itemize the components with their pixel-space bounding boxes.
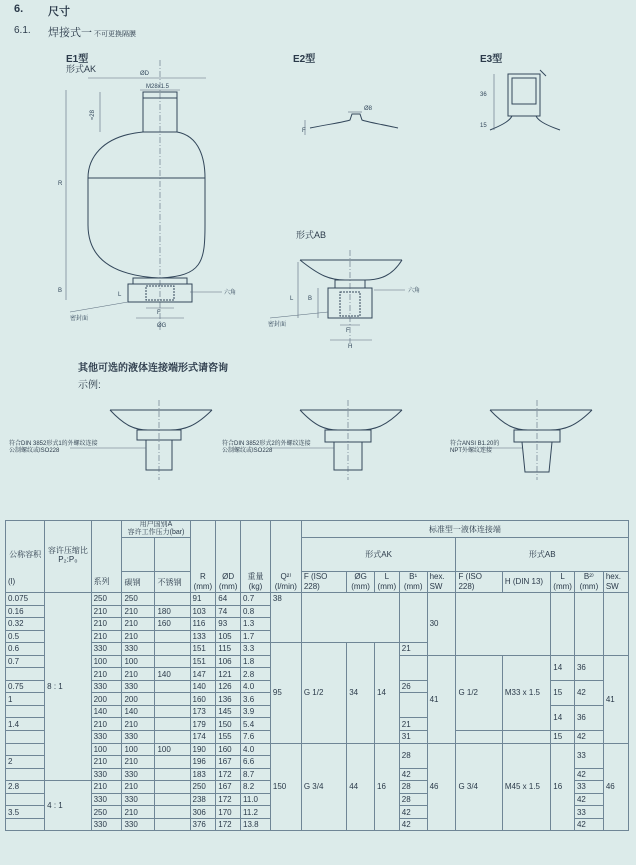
cell-r: 179 (190, 718, 216, 731)
cell-carbon: 210 (122, 605, 155, 618)
cell-weight: 1.3 (241, 618, 271, 631)
cell-series: 100 (91, 655, 122, 668)
cell-stainless (155, 731, 190, 744)
cell-ab-l: 16 (551, 743, 575, 831)
cell-series: 330 (91, 643, 122, 656)
cell-carbon: 330 (122, 818, 155, 831)
cell-volume: 2 (6, 756, 45, 769)
cell-ab-b: 42 (574, 793, 603, 806)
svg-text:15: 15 (480, 123, 487, 129)
cell-od: 93 (216, 618, 241, 631)
cell-ab-h: M33 x 1.5 (502, 655, 550, 730)
svg-text:密封面: 密封面 (70, 316, 89, 322)
cell-ak-b: 26 (399, 680, 427, 693)
cell-od: 155 (216, 731, 241, 744)
cell-ab-b: 33 (574, 743, 603, 768)
cell-r: 133 (190, 630, 216, 643)
cell-od: 170 (216, 806, 241, 819)
cell-weight: 13.8 (241, 818, 271, 831)
svg-text:ØD: ØD (140, 71, 149, 77)
cell-q: 38 (270, 593, 301, 643)
spec-table: 用户国别A 容许工作压力(bar) 标准型一液体连接端 公称容积 容许压缩比 P₂:P₀ 形式AK 形式AB (l) 系列 碳钢 不锈钢 R (mm) ØD (mm) 重量 (kg) Q²⁾ (l/min) F (ISO 228) ØG (mm) L (mm) B¹ (mm) hex. SW F (ISO 228) H (DIN 13) L (mm) B²⁾ (mm) hex. SW 0.075 8 : 1 250 250 91 64 0.7 38 30 0.16 210 210 180 103 74 0.8 0.32 210 210 160 116 93 1.3 0.5 210 210 133 105 1.7 0.6 330 330 151 115 3.3 95 G 1/2 34 14 21 0.7 100 100 151 106 1.8 41 G 1/2 M33 x 1.5 14 36 41 210 210 140 147 121 2.8 0.75 330 330 140 126 4.0 26 15 42 1 200 200 160 136 3.6 140 140 173 145 3.9 14 36 1.4 210 210 179 150 5.4 21 330 330 174 155 7.6 31 15 42 100 100 100 190 160 4.0 150 G 3/4 44 16 28 46 G 3/4 M45 x 1.5 16 33 46 2 210 210 196 167 6.6 330 330 183 172 8.7 42 42 2.8 4 : 1 210 210 250 167 8.2 28 33 330 330 238 172 11.0 28 42 3.5 250 210 306 170 11.2 42 33 330 330 376 172 13.8 42 42 (5, 520, 629, 831)
cell-weight: 3.3 (241, 643, 271, 656)
section-number: 6. (14, 3, 24, 15)
cell-weight: 1.7 (241, 630, 271, 643)
cell-weight: 4.0 (241, 680, 271, 693)
cell-carbon: 210 (122, 781, 155, 794)
subsection-number: 6.1. (14, 25, 31, 36)
cell-weight: 6.6 (241, 756, 271, 769)
cell-volume (6, 705, 45, 718)
other-options-example: 示例: (78, 380, 101, 391)
cell-series: 210 (91, 605, 122, 618)
cell-ab-hex: 46 (603, 743, 628, 831)
cell-carbon: 330 (122, 793, 155, 806)
cell-series: 210 (91, 630, 122, 643)
svg-text:36: 36 (480, 92, 487, 98)
cell-od: 105 (216, 630, 241, 643)
cell-weight: 7.6 (241, 731, 271, 744)
e3-type-label: E3型 (480, 54, 503, 65)
cell-ab-hex (603, 593, 628, 656)
cell-series: 250 (91, 593, 122, 606)
cell-ak-b: 21 (399, 643, 427, 656)
cell-ab-l: 14 (551, 655, 575, 680)
cell-volume (6, 731, 45, 744)
cell-ak-l: 14 (375, 643, 400, 743)
svg-text:ØG: ØG (157, 323, 167, 329)
cell-carbon: 210 (122, 756, 155, 769)
user-note-header: 用户国别A 容许工作压力(bar) (122, 521, 190, 538)
cell-od: 136 (216, 693, 241, 706)
cell-weight: 4.0 (241, 743, 271, 756)
cell-ak-b: 21 (399, 718, 427, 731)
cell-weight: 0.7 (241, 593, 271, 606)
example-2-note: 符合DIN 3852形式2的外螺纹连接 公制螺纹或ISO228 (222, 441, 311, 454)
cell-ab-h: M45 x 1.5 (502, 743, 550, 831)
cell-weight: 2.8 (241, 668, 271, 681)
cell-series: 210 (91, 668, 122, 681)
cell-series: 330 (91, 818, 122, 831)
cell-q: 95 (270, 643, 301, 743)
example-1-note: 符合DIN 3852形式1的外螺纹连接 公制螺纹或ISO228 (9, 441, 98, 454)
cell-stainless (155, 705, 190, 718)
cell-r: 160 (190, 693, 216, 706)
cell-ak-f: G 1/2 (301, 643, 346, 743)
cell-r: 151 (190, 643, 216, 656)
cell-od: 64 (216, 593, 241, 606)
table-row (6, 743, 629, 756)
cell-od: 167 (216, 781, 241, 794)
cell-weight: 3.9 (241, 705, 271, 718)
cell-stainless (155, 630, 190, 643)
cell-volume: 0.7 (6, 655, 45, 668)
cell-volume (6, 743, 45, 756)
cell-volume: 1 (6, 693, 45, 706)
cell-ak-b: 42 (399, 806, 427, 819)
form-ak-header: 形式AK (301, 538, 456, 572)
cell-volume (6, 768, 45, 781)
cell-series: 210 (91, 618, 122, 631)
cell-r: 173 (190, 705, 216, 718)
cell-ab-b (574, 593, 603, 656)
cell-r: 147 (190, 668, 216, 681)
cell-ab-l: 15 (551, 731, 575, 744)
cell-stainless (155, 680, 190, 693)
svg-text:F: F (346, 328, 350, 334)
cell-volume: 0.6 (6, 643, 45, 656)
cell-ak-f: G 3/4 (301, 743, 346, 831)
cell-carbon: 210 (122, 718, 155, 731)
cell-carbon: 330 (122, 768, 155, 781)
cell-od: 115 (216, 643, 241, 656)
other-options-title: 其他可选的液体连接端形式请咨询 (78, 363, 228, 374)
svg-text:M28x1.5: M28x1.5 (146, 84, 170, 90)
cell-series: 140 (91, 705, 122, 718)
cell-stainless (155, 756, 190, 769)
cell-od: 172 (216, 793, 241, 806)
cell-r: 103 (190, 605, 216, 618)
cell-ab-b: 42 (574, 731, 603, 744)
cell-od: 145 (216, 705, 241, 718)
cell-stainless: 140 (155, 668, 190, 681)
cell-volume: 3.5 (6, 806, 45, 819)
cell-weight: 11.0 (241, 793, 271, 806)
cell-volume: 0.16 (6, 605, 45, 618)
cell-stainless (155, 693, 190, 706)
cell-weight: 1.8 (241, 655, 271, 668)
cell-ratio-4: 4 : 1 (45, 781, 91, 831)
cell-carbon: 330 (122, 731, 155, 744)
cell-r: 151 (190, 655, 216, 668)
cell-ak-g: 44 (347, 743, 375, 831)
cell-stainless (155, 781, 190, 794)
cell-stainless (155, 818, 190, 831)
cell-ab-l (551, 593, 575, 656)
cell-r: 116 (190, 618, 216, 631)
svg-text:密封面: 密封面 (268, 322, 287, 328)
cell-stainless (155, 655, 190, 668)
cell-ak-hex: 46 (427, 743, 456, 831)
cell-ak-b: 31 (399, 731, 427, 744)
e1-type-label: E1型 (66, 54, 89, 65)
e1-form-label: 形式AK (66, 64, 97, 74)
cell-stainless: 100 (155, 743, 190, 756)
svg-text:Ø8: Ø8 (364, 106, 373, 112)
cell-r: 196 (190, 756, 216, 769)
cell-carbon: 210 (122, 618, 155, 631)
subsection-title: 焊接式一 不可更换隔膜 (48, 27, 136, 39)
svg-text:B: B (58, 288, 63, 294)
cell-volume (6, 818, 45, 831)
cell-ak-l: 16 (375, 743, 400, 831)
cell-ab-b: 36 (574, 655, 603, 680)
cell-ak-b: 28 (399, 781, 427, 794)
svg-text:≈28: ≈28 (90, 110, 96, 120)
svg-text:B: B (308, 296, 313, 302)
cell-stainless: 160 (155, 618, 190, 631)
cell-weight: 8.7 (241, 768, 271, 781)
cell-series: 200 (91, 693, 122, 706)
cell-ab-b: 42 (574, 818, 603, 831)
svg-text:六角: 六角 (408, 288, 421, 294)
cell-ab-h (502, 731, 550, 744)
cell-ab-b: 33 (574, 781, 603, 794)
cell-od: 160 (216, 743, 241, 756)
cell-ak-b (399, 593, 427, 643)
cell-weight: 3.6 (241, 693, 271, 706)
example-3-note: 符合ANSI B1.20的 NPT外螺纹连接 (450, 441, 500, 454)
cell-r: 306 (190, 806, 216, 819)
svg-text:L: L (290, 296, 294, 302)
svg-text:R: R (58, 181, 63, 187)
cell-series: 210 (91, 781, 122, 794)
std-fluid-header: 标准型一液体连接端 (301, 521, 628, 538)
cell-ab-l: 14 (551, 705, 575, 730)
cell-volume (6, 668, 45, 681)
section-title: 尺寸 (48, 6, 70, 18)
cell-ab-hex: 41 (603, 655, 628, 743)
cell-ab-l: 15 (551, 680, 575, 705)
cell-od: 167 (216, 756, 241, 769)
cell-stainless (155, 593, 190, 606)
cell-carbon: 250 (122, 593, 155, 606)
cell-carbon: 210 (122, 630, 155, 643)
cell-stainless (155, 793, 190, 806)
cell-ab-b: 42 (574, 680, 603, 705)
cell-ak-b (399, 655, 427, 680)
cell-ab-b: 42 (574, 768, 603, 781)
cell-ab-f: G 1/2 (456, 655, 502, 730)
cell-series: 330 (91, 680, 122, 693)
cell-od: 172 (216, 818, 241, 831)
cell-series: 250 (91, 806, 122, 819)
cell-ab-b: 36 (574, 705, 603, 730)
svg-text:L: L (118, 292, 122, 298)
cell-ak-g: 34 (347, 643, 375, 743)
cell-series: 330 (91, 793, 122, 806)
cell-od: 150 (216, 718, 241, 731)
cell-carbon: 210 (122, 668, 155, 681)
svg-text:F: F (157, 310, 161, 316)
cell-od: 121 (216, 668, 241, 681)
cell-od: 74 (216, 605, 241, 618)
cell-od: 126 (216, 680, 241, 693)
cell-ab-f (456, 731, 502, 744)
cell-weight: 0.8 (241, 605, 271, 618)
cell-ab-empty (456, 593, 551, 656)
svg-text:F: F (302, 128, 306, 134)
table-row (6, 593, 629, 606)
cell-ak-b (399, 693, 427, 718)
cell-carbon: 140 (122, 705, 155, 718)
cell-r: 91 (190, 593, 216, 606)
cell-ak-empty (301, 593, 399, 643)
cell-od: 106 (216, 655, 241, 668)
cell-ak-hex: 30 (427, 593, 456, 656)
cell-ab-b: 33 (574, 806, 603, 819)
cell-carbon: 100 (122, 743, 155, 756)
cell-ak-hex: 41 (427, 655, 456, 743)
form-ab-header: 形式AB (456, 538, 629, 572)
cell-weight: 5.4 (241, 718, 271, 731)
cell-r: 250 (190, 781, 216, 794)
cell-ratio-8: 8 : 1 (45, 593, 91, 781)
cell-volume: 0.75 (6, 680, 45, 693)
cell-volume: 0.5 (6, 630, 45, 643)
cell-r: 174 (190, 731, 216, 744)
cell-stainless (155, 643, 190, 656)
cell-od: 172 (216, 768, 241, 781)
cell-volume: 1.4 (6, 718, 45, 731)
cell-q: 150 (270, 743, 301, 831)
cell-carbon: 330 (122, 643, 155, 656)
nominal-volume-header: 公称容积 (6, 538, 45, 572)
cell-r: 140 (190, 680, 216, 693)
cell-weight: 11.2 (241, 806, 271, 819)
cell-series: 330 (91, 768, 122, 781)
cell-stainless: 180 (155, 605, 190, 618)
cell-ak-b: 28 (399, 793, 427, 806)
cell-carbon: 330 (122, 680, 155, 693)
cell-r: 376 (190, 818, 216, 831)
cell-series: 210 (91, 718, 122, 731)
cell-carbon: 200 (122, 693, 155, 706)
e2-type-label: E2型 (293, 54, 316, 65)
cell-volume: 0.075 (6, 593, 45, 606)
cell-r: 238 (190, 793, 216, 806)
svg-text:六角: 六角 (224, 290, 237, 296)
cell-ak-b: 28 (399, 743, 427, 768)
cell-ak-b: 42 (399, 818, 427, 831)
cell-stainless (155, 806, 190, 819)
cell-series: 330 (91, 731, 122, 744)
cell-volume: 0.32 (6, 618, 45, 631)
cell-r: 190 (190, 743, 216, 756)
cell-volume: 2.8 (6, 781, 45, 794)
e2-form-label: 形式AB (296, 230, 327, 240)
cell-series: 100 (91, 743, 122, 756)
cell-stainless (155, 718, 190, 731)
cell-carbon: 100 (122, 655, 155, 668)
cell-ab-f: G 3/4 (456, 743, 502, 831)
cell-weight: 8.2 (241, 781, 271, 794)
pressure-ratio-header: 容许压缩比 P₂:P₀ (45, 538, 91, 572)
cell-carbon: 210 (122, 806, 155, 819)
cell-r: 183 (190, 768, 216, 781)
cell-stainless (155, 768, 190, 781)
cell-series: 210 (91, 756, 122, 769)
svg-text:H: H (348, 344, 353, 350)
cell-ak-b: 42 (399, 768, 427, 781)
cell-volume (6, 793, 45, 806)
